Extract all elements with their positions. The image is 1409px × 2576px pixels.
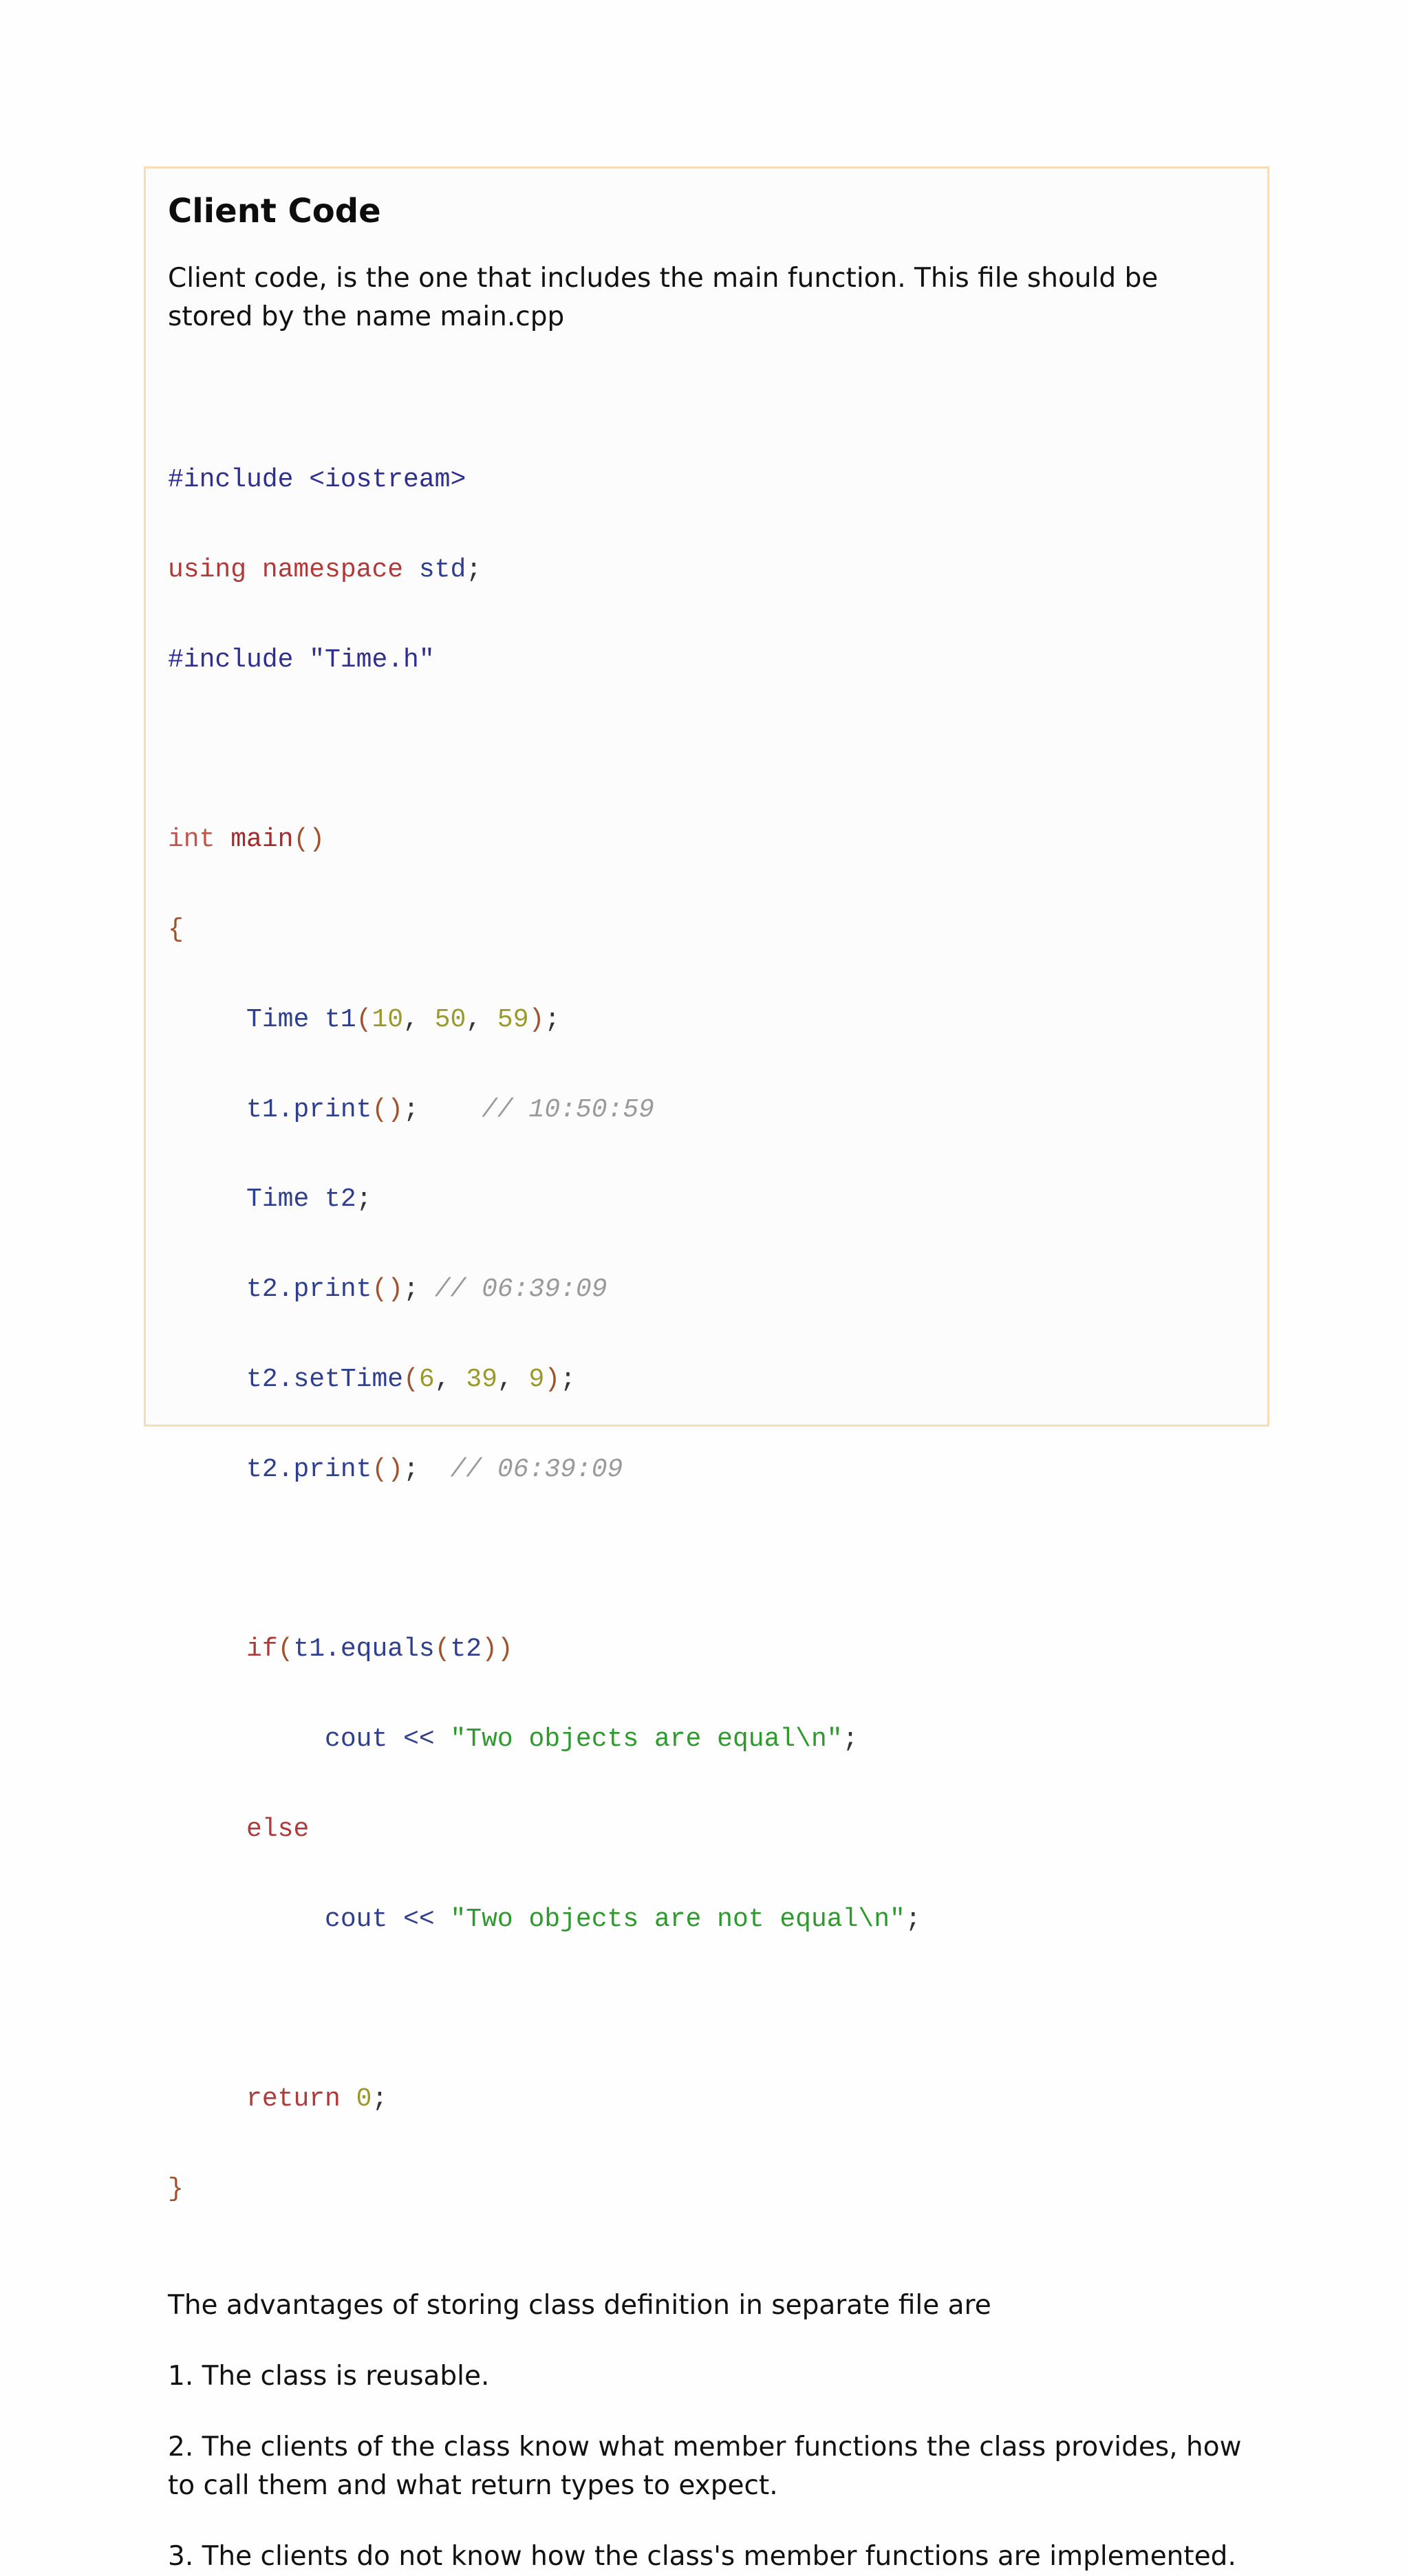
code-line [168, 1815, 1245, 1845]
code-token-keyword: using namespace [168, 554, 404, 585]
code-line: t1.print(); // 10:50:59 [246, 1094, 654, 1125]
code-token-number: 6 [418, 1365, 435, 1394]
code-token-identifier: Time t2 [246, 1184, 356, 1215]
code-token-identifier: cout << [325, 1904, 435, 1934]
code-token-keyword: return [246, 2084, 341, 2114]
code-line-blank [168, 1545, 1245, 1575]
code-line [168, 915, 1245, 945]
code-token-identifier: t1.print [246, 1094, 372, 1125]
code-line: t2.print(); // 06:39:09 [246, 1275, 607, 1305]
panel-body [168, 189, 1245, 2576]
advantages-lead: The advantages of storing class definition in separate file are [168, 2289, 991, 2321]
code-line-blank [168, 735, 1245, 766]
advantage-item: 1. The class is reusable. [168, 2360, 490, 2392]
section-title: Client Code [168, 192, 381, 230]
code-line: t2.print(); // 06:39:09 [246, 1454, 623, 1484]
code-token-identifier: t2.setTime [246, 1365, 404, 1394]
code-block [168, 405, 1245, 2264]
code-line: return 0; [246, 2084, 388, 2114]
advantage-item: 3. The clients do not know how the class's member functions are implemented. [168, 2540, 1236, 2572]
code-token-string: "Two objects are not equal\n" [450, 1904, 905, 1934]
code-token-brace: } [168, 2174, 184, 2205]
code-line [168, 645, 1245, 675]
code-token-number: 10 [372, 1004, 404, 1035]
code-token-number: 59 [497, 1004, 529, 1035]
code-token-number: 0 [356, 2084, 372, 2114]
code-token-brace: { [168, 915, 184, 945]
code-token-identifier: t2.print [246, 1454, 372, 1484]
code-token-identifier: t2.print [246, 1275, 372, 1305]
code-token-identifier: std [418, 554, 466, 585]
code-token-string: "Two objects are equal\n" [450, 1724, 843, 1755]
code-token-preprocessor: #include "Time.h" [168, 645, 435, 675]
code-token-comment: // 06:39:09 [450, 1454, 623, 1484]
code-token-comment: // 10:50:59 [482, 1094, 654, 1125]
intro-paragraph: Client code, is the one that includes the main function. This file should be stored by the name main.cpp [168, 263, 1159, 332]
code-token-keyword: else [246, 1814, 310, 1844]
code-token-keyword: if [246, 1634, 278, 1665]
code-token-preprocessor: #include <iostream> [168, 465, 466, 495]
code-token-type: int [168, 825, 215, 855]
code-token-comment: // 06:39:09 [434, 1275, 607, 1305]
code-line: cout << "Two objects are equal\n"; [325, 1724, 859, 1755]
code-line [168, 2174, 1245, 2205]
code-token-identifier: t1.equals [293, 1634, 435, 1665]
code-token-number: 39 [466, 1365, 497, 1394]
code-line: cout << "Two objects are not equal\n"; [325, 1904, 921, 1934]
code-line: t2.setTime(6, 39, 9); [246, 1365, 576, 1394]
code-line: int main() [168, 825, 325, 855]
code-token-identifier: Time t1 [246, 1004, 356, 1035]
code-line-blank [168, 1994, 1245, 2024]
advantage-item: 2. The clients of the class know what member functions the class provides, how to call them and what return types to expect. [168, 2431, 1242, 2501]
code-line: using namespace std; [168, 554, 482, 585]
code-line [168, 465, 1245, 495]
code-token-identifier: cout << [325, 1724, 435, 1755]
code-line: if(t1.equals(t2)) [246, 1634, 513, 1665]
code-line: Time t2; [246, 1184, 372, 1215]
code-token-number: 50 [434, 1004, 466, 1035]
code-token-function: main [230, 825, 294, 855]
content-panel [144, 166, 1269, 2572]
code-token-number: 9 [528, 1365, 545, 1394]
code-line: Time t1(10, 50, 59); [246, 1004, 561, 1035]
code-token-identifier: t2 [450, 1634, 482, 1665]
